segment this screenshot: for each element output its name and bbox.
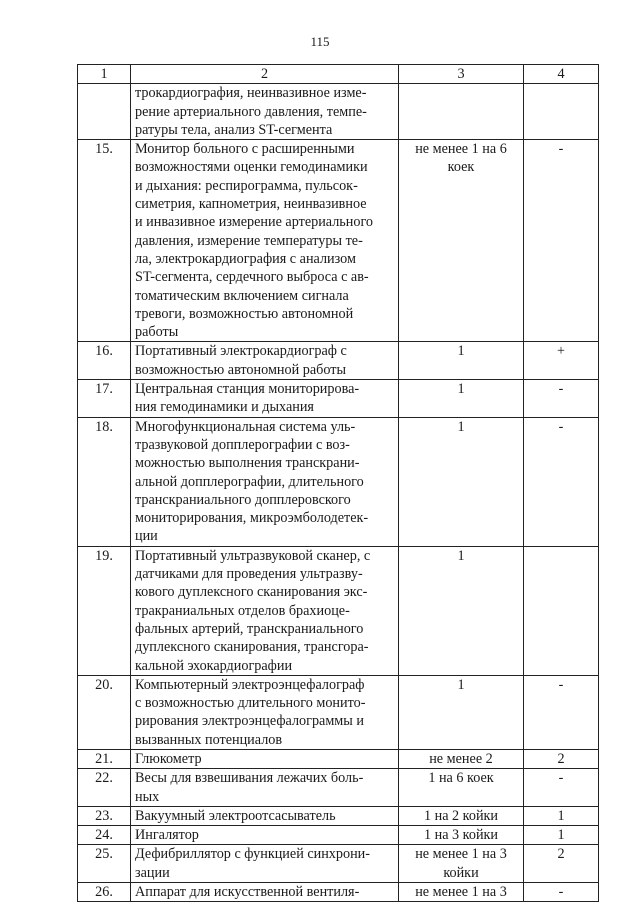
table-row bbox=[78, 806, 599, 825]
equipment-name: Вакуумный электроотсасыватель bbox=[131, 806, 399, 825]
equipment-name: Портативный ультразвуковой сканер, с датчиками для проведения ультразву- кового дуплексного сканирования экс- тракраниальных отделов брахиоце- фальных артерий, транскраниального дуплексного сканирования, трансгора- кальной эхокардиографии bbox=[131, 546, 399, 675]
quantity: 1 bbox=[399, 675, 524, 749]
quantity: 1 на 2 койки bbox=[399, 806, 524, 825]
table-row bbox=[78, 675, 599, 749]
table-body bbox=[78, 84, 599, 902]
header-col-2: 2 bbox=[131, 65, 399, 84]
quantity: 1 bbox=[399, 380, 524, 418]
quantity: 1 bbox=[399, 417, 524, 546]
page-number: 115 bbox=[310, 34, 330, 49]
header-col-1: 1 bbox=[78, 65, 131, 84]
equipment-name: Ингалятор bbox=[131, 826, 399, 845]
equipment-name: Дефибриллятор с функцией синхрони- зации bbox=[131, 845, 399, 883]
equipment-name: трокардиография, неинвазивное изме- рение артериального давления, темпе- ратуры тела, анализ ST-сегмента bbox=[131, 84, 399, 140]
equipment-name: Глюкометр bbox=[131, 749, 399, 768]
extra-value: - bbox=[524, 417, 599, 546]
extra-value: 1 bbox=[524, 826, 599, 845]
extra-value: - bbox=[524, 675, 599, 749]
table-row bbox=[78, 380, 599, 418]
row-number bbox=[78, 84, 131, 140]
row-number: 23. bbox=[78, 806, 131, 825]
equipment-name: Многофункциональная система уль- тразвуковой допплерографии с воз- можностью выполнения транскрани- альной допплерографии, длительного транскраниального допплеровского мониторирования, микроэмболодетек- ции bbox=[131, 417, 399, 546]
table-row bbox=[78, 749, 599, 768]
row-number: 19. bbox=[78, 546, 131, 675]
row-number: 17. bbox=[78, 380, 131, 418]
row-number: 18. bbox=[78, 417, 131, 546]
table-row bbox=[78, 140, 599, 342]
row-number: 24. bbox=[78, 826, 131, 845]
equipment-name: Центральная станция мониторирова- ния гемодинамики и дыхания bbox=[131, 380, 399, 418]
extra-value: 1 bbox=[524, 806, 599, 825]
extra-value: - bbox=[524, 883, 599, 902]
header-row bbox=[78, 65, 599, 84]
quantity: 1 bbox=[399, 342, 524, 380]
extra-value: 2 bbox=[524, 749, 599, 768]
quantity: 1 bbox=[399, 546, 524, 675]
header-col-3: 3 bbox=[399, 65, 524, 84]
table-row bbox=[78, 883, 599, 902]
quantity bbox=[399, 84, 524, 140]
extra-value: - bbox=[524, 769, 599, 807]
extra-value: + bbox=[524, 342, 599, 380]
equipment-name: Весы для взвешивания лежачих боль- ных bbox=[131, 769, 399, 807]
quantity: не менее 1 на 3 bbox=[399, 883, 524, 902]
table-row bbox=[78, 417, 599, 546]
extra-value bbox=[524, 84, 599, 140]
quantity: не менее 1 на 6 коек bbox=[399, 140, 524, 342]
equipment-name: Монитор больного с расширенными возможностями оценки гемодинамики и дыхания: респирограмма, пульсок- симетрия, капнометрия, неинвазивное и инвазивное измерение артериального давления, измерение температуры те- ла, электрокардиография с анализом ST-сегмента, сердечного выброса с ав- томатическим включением сигнала тревоги, возможностью автономной работы bbox=[131, 140, 399, 342]
header-col-4: 4 bbox=[524, 65, 599, 84]
equipment-name: Аппарат для искусственной вентиля- bbox=[131, 883, 399, 902]
quantity: не менее 2 bbox=[399, 749, 524, 768]
table-row bbox=[78, 769, 599, 807]
table-row bbox=[78, 546, 599, 675]
row-number: 15. bbox=[78, 140, 131, 342]
quantity: не менее 1 на 3 койки bbox=[399, 845, 524, 883]
table-row bbox=[78, 342, 599, 380]
table-row bbox=[78, 84, 599, 140]
quantity: 1 на 6 коек bbox=[399, 769, 524, 807]
row-number: 16. bbox=[78, 342, 131, 380]
row-number: 21. bbox=[78, 749, 131, 768]
extra-value: - bbox=[524, 140, 599, 342]
row-number: 25. bbox=[78, 845, 131, 883]
extra-value bbox=[524, 546, 599, 675]
row-number: 22. bbox=[78, 769, 131, 807]
equipment-table bbox=[77, 64, 599, 902]
extra-value: - bbox=[524, 380, 599, 418]
row-number: 20. bbox=[78, 675, 131, 749]
equipment-name: Компьютерный электроэнцефалограф с возможностью длительного монито- рирования электроэнцефалограммы и вызванных потенциалов bbox=[131, 675, 399, 749]
row-number: 26. bbox=[78, 883, 131, 902]
extra-value: 2 bbox=[524, 845, 599, 883]
equipment-name: Портативный электрокардиограф с возможностью автономной работы bbox=[131, 342, 399, 380]
table-row bbox=[78, 845, 599, 883]
table-row bbox=[78, 826, 599, 845]
quantity: 1 на 3 койки bbox=[399, 826, 524, 845]
